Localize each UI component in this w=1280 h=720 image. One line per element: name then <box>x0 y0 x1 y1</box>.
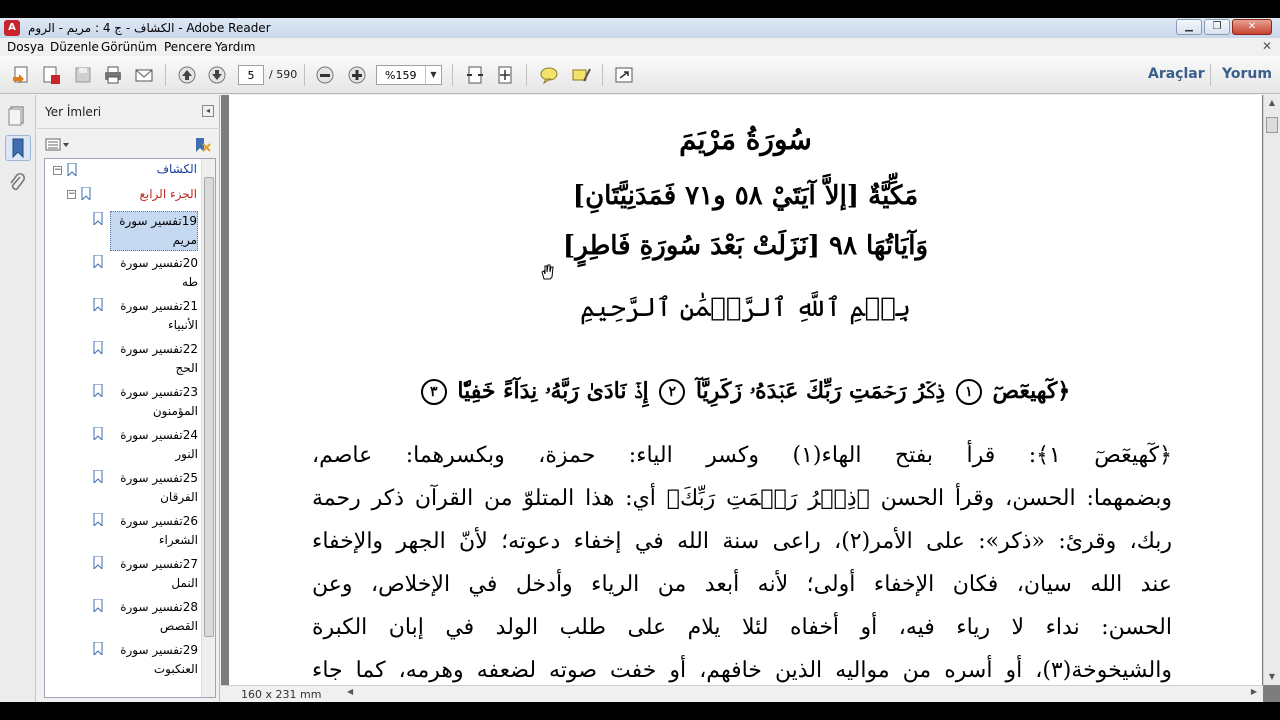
bookmark-item-21[interactable] <box>105 297 200 339</box>
bookmark-label: 28تفسير سورة القصص <box>120 600 198 633</box>
page-number-input[interactable] <box>238 65 264 85</box>
menu-view[interactable]: Görünüm <box>101 40 158 54</box>
bookmark-icon <box>93 341 103 354</box>
previous-page-icon[interactable] <box>176 65 198 85</box>
page-size-readout: 160 x 231 mm <box>241 688 322 701</box>
scrollbar-thumb[interactable] <box>1266 117 1278 133</box>
fit-width-icon[interactable] <box>464 65 486 85</box>
verse-number-mark: ٢ <box>659 379 685 405</box>
tafsir-line-2: وبضمهما: الحسن، وقرأ الحسن ﴿ذِكۡرُ رَحۡمَتِ رَبِّكَ﴾ أي: هذا المتلوّ من القرآن ذكر رحمة <box>312 486 1172 511</box>
bookmark-icon <box>93 384 103 397</box>
scroll-up-icon[interactable]: ▲ <box>1268 98 1276 107</box>
hand-cursor-icon <box>539 263 555 281</box>
menu-bar <box>0 38 1280 56</box>
tafsir-line-5: الحسن: نداء لا رياء فيه، أو أخفاه لئلا يلام على طلب الولد في إبان الكبرة <box>312 615 1172 640</box>
verse-line <box>329 378 1159 405</box>
delete-bookmark-icon[interactable] <box>192 135 212 155</box>
bookmark-item-28[interactable] <box>105 598 200 640</box>
zoom-out-icon[interactable] <box>314 65 336 85</box>
bookmark-icon <box>93 298 103 311</box>
menu-file[interactable]: Dosya <box>7 40 45 54</box>
tools-button[interactable]: Araçlar <box>1148 66 1205 82</box>
page-total: / 590 <box>269 68 298 81</box>
bookmark-icon <box>93 599 103 612</box>
bookmark-part[interactable]: الجزء الرابع <box>139 187 197 201</box>
scroll-down-icon[interactable]: ▼ <box>1268 672 1276 681</box>
verse-text-1: ﴿كٓهيعٓصٓ <box>992 378 1071 404</box>
bookmarks-panel <box>37 95 220 702</box>
basmala: بِسۡمِ ٱللَّهِ ٱلرَّحۡمَٰنِ ٱلرَّحِيمِ <box>580 293 911 323</box>
collapse-toggle-icon[interactable]: − <box>54 165 62 175</box>
document-viewport <box>221 95 1280 702</box>
bookmark-icon <box>93 427 103 440</box>
bookmark-tree <box>44 158 216 698</box>
edit-pdf-icon[interactable] <box>40 65 62 85</box>
bookmarks-panel-header <box>37 95 220 129</box>
bookmark-item-25[interactable] <box>105 469 200 511</box>
verse-text-3: إِذۡ نَادَىٰ رَبَّهُۥ نِدَآءً خَفِيّٗا <box>457 378 649 404</box>
bookmarks-icon[interactable] <box>5 135 31 161</box>
bookmark-icon <box>93 255 103 268</box>
bookmark-label: 20تفسير سورة طه <box>120 256 198 289</box>
bookmark-label: 23تفسير سورة المؤمنون <box>120 385 198 418</box>
verse-number-mark: ١ <box>956 379 982 405</box>
scroll-right-icon[interactable]: ▶ <box>1250 687 1257 696</box>
save-icon[interactable] <box>72 65 94 85</box>
bookmark-label: 27تفسير سورة النمل <box>120 557 198 590</box>
bookmark-item-19[interactable] <box>105 211 200 253</box>
bookmark-item-24[interactable] <box>105 426 200 468</box>
tafsir-line-1: ﴿كٓهيعٓصٓ ١﴾: قرأ بفتح الهاء(١) وكسر الياء: حمزة، وبكسرهما: عاصم، <box>312 443 1172 468</box>
fit-page-icon[interactable] <box>494 65 516 85</box>
bookmark-label: 22تفسير سورة الحج <box>120 342 198 375</box>
bookmark-options-icon[interactable] <box>45 137 71 153</box>
print-icon[interactable] <box>102 65 124 85</box>
surah-header-line-2: وَآيَاتُهَا ٩٨ [نَزَلَتْ بَعْدَ سُورَةِ فَاطِرٍ] <box>562 231 929 261</box>
page-thumbnails-icon[interactable] <box>5 103 31 129</box>
bookmark-label: 21تفسير سورة الأنبياء <box>120 299 198 332</box>
scroll-left-icon[interactable]: ◀ <box>347 687 354 696</box>
close-button[interactable]: ✕ <box>1232 19 1272 35</box>
menu-help[interactable]: Yardım <box>215 40 256 54</box>
menu-edit[interactable]: Düzenle <box>50 40 99 54</box>
bookmark-item-27[interactable] <box>105 555 200 597</box>
bookmark-item-26[interactable] <box>105 512 200 554</box>
menu-window[interactable]: Pencere <box>164 40 212 54</box>
collapse-panel-icon[interactable]: ◂ <box>202 105 214 117</box>
bookmark-icon <box>93 470 103 483</box>
highlight-icon[interactable] <box>570 65 592 85</box>
tafsir-line-3: ربك، وقرئ: «ذكر»: على الأمر(٢)، راعى سنة الله في إخفاء دعوته؛ لأنّ الجهر والإخفاء <box>312 529 1172 554</box>
close-document-icon[interactable]: ✕ <box>1261 39 1272 53</box>
bookmark-label: 19تفسير سورة مريم <box>110 211 198 251</box>
comment-button[interactable]: Yorum <box>1222 66 1272 82</box>
bookmark-root[interactable]: الكشاف <box>156 162 197 176</box>
zoom-value: %159 <box>385 69 417 82</box>
bookmark-tree-scrollbar[interactable] <box>201 159 215 697</box>
zoom-select[interactable] <box>376 65 442 85</box>
scrollbar-thumb[interactable] <box>204 177 214 637</box>
attachments-icon[interactable] <box>5 171 31 197</box>
bookmark-icon <box>93 212 103 225</box>
bookmark-label: 25تفسير سورة الفرقان <box>120 471 198 504</box>
comment-icon[interactable] <box>538 65 560 85</box>
bookmark-item-20[interactable] <box>105 254 200 296</box>
window-title: الكشاف - ج 4 : مريم - الروم - Adobe Reader <box>28 21 271 35</box>
app-window <box>0 18 1280 702</box>
create-pdf-icon[interactable] <box>10 65 32 85</box>
verse-text-2: ذِكۡرُ رَحۡمَتِ رَبِّكَ عَبۡدَهُۥ زَكَرِيَّآ <box>695 378 946 404</box>
tafsir-line-4: عند الله سيان، فكان الإخفاء أولى؛ لأنه أبعد من الرياء وأدخل في الإخلاص، وعن <box>312 572 1172 597</box>
collapse-toggle-icon[interactable]: − <box>68 189 76 199</box>
document-horizontal-scrollbar[interactable] <box>221 685 1263 702</box>
screen-bottom-strip <box>0 702 1280 720</box>
surah-header-line-1: مَكِّيَّةٌ [إلاَّ آيَتَيْ ٥٨ و٧١ فَمَدَنِيَّتَانِ] <box>572 181 919 211</box>
verse-number-mark: ٣ <box>421 379 447 405</box>
bookmark-label: 29تفسير سورة العنكبوت <box>120 643 198 676</box>
bookmark-item-22[interactable] <box>105 340 200 382</box>
bookmark-icon <box>93 642 103 655</box>
maximize-button[interactable]: ❐ <box>1204 19 1230 35</box>
bookmark-icon <box>81 187 91 200</box>
bookmark-label: 26تفسير سورة الشعراء <box>120 514 198 547</box>
title-bar <box>0 18 1280 38</box>
bookmark-icon <box>93 556 103 569</box>
surah-title: سُورَةُ مَرْيَمَ <box>679 123 812 156</box>
bookmark-icon <box>93 513 103 526</box>
bookmark-icon <box>67 163 77 176</box>
chevron-down-icon[interactable]: ▼ <box>425 66 441 84</box>
full-screen-icon[interactable] <box>613 65 635 85</box>
pdf-page <box>229 95 1262 685</box>
bookmark-label: 24تفسير سورة النور <box>120 428 198 461</box>
bookmark-item-29[interactable] <box>105 641 200 683</box>
document-vertical-scrollbar[interactable] <box>1263 95 1280 685</box>
zoom-in-icon[interactable] <box>346 65 368 85</box>
navigation-pane-strip <box>0 95 36 702</box>
email-icon[interactable] <box>133 65 155 85</box>
bookmark-item-23[interactable] <box>105 383 200 425</box>
toolbar <box>0 56 1280 94</box>
tafsir-line-6: والشيخوخة(٣)، أو أسره من مواليه الذين خافهم، أو خفت صوته لضعفه وهرمه، كما جاء <box>312 658 1172 683</box>
minimize-button[interactable]: ▁ <box>1176 19 1202 35</box>
bookmarks-panel-title: Yer İmleri <box>45 105 102 119</box>
adobe-reader-icon: A <box>4 20 20 36</box>
next-page-icon[interactable] <box>206 65 228 85</box>
